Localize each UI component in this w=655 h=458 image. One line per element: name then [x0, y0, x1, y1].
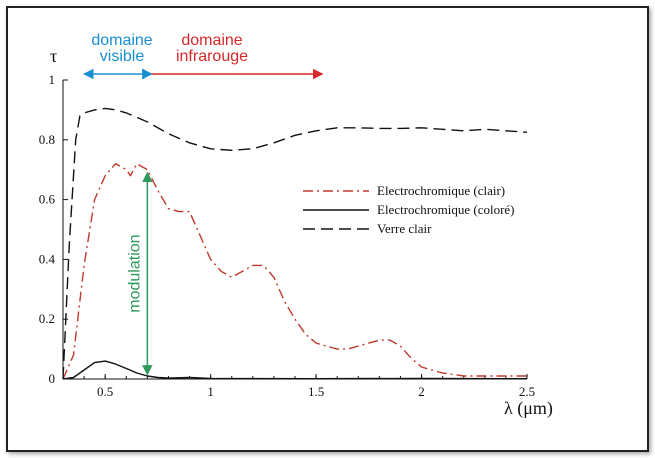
x-tick-label: 1.5	[307, 384, 325, 399]
legend	[303, 183, 515, 236]
y-tick-label: 0.6	[38, 191, 55, 207]
legend-label-0: Electrochromique (clair)	[377, 183, 506, 198]
modulation-label: modulation	[126, 234, 144, 313]
x-tick-label: 0.5	[97, 384, 114, 399]
tick-labels	[39, 46, 553, 419]
legend-label-2: Verre clair	[377, 221, 432, 236]
y-tick-label: 0	[48, 371, 55, 386]
axes	[63, 80, 527, 379]
y-tick-label: 0.4	[38, 251, 55, 267]
x-axis-label: λ (μm)	[504, 398, 553, 418]
y-tick-label: 0.8	[38, 131, 55, 147]
infrared-label: domaine	[181, 32, 243, 49]
x-tick-label: 2	[418, 384, 425, 399]
visible-label: visible	[99, 48, 145, 65]
y-tick-label: 1	[48, 72, 55, 87]
visible-label: domaine	[91, 32, 153, 49]
infrared-label: infrarouge	[175, 48, 249, 65]
legend-label-1: Electrochromique (coloré)	[377, 202, 515, 217]
annotations	[84, 32, 322, 375]
x-tick-label: 2.5	[518, 384, 536, 399]
y-axis-label: τ	[50, 46, 58, 66]
y-tick-label: 0.2	[38, 311, 55, 327]
x-tick-label: 1	[207, 384, 214, 399]
